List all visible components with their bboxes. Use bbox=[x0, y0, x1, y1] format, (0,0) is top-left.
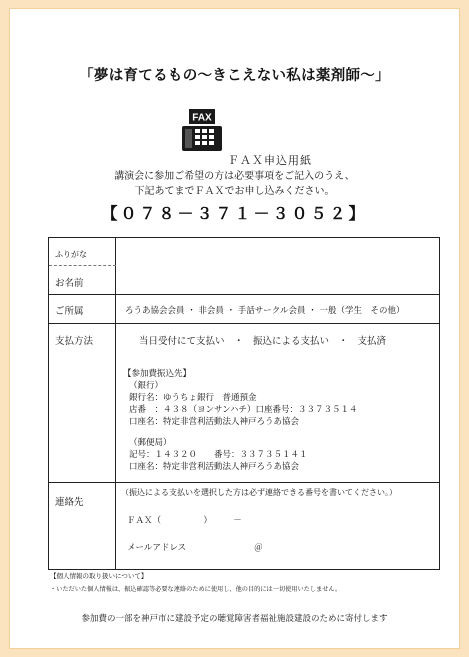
row-divider bbox=[49, 482, 439, 483]
name-field[interactable] bbox=[117, 238, 439, 294]
fax-form-heading: ＦＡＸ申込用紙 bbox=[228, 154, 312, 167]
affiliation-options[interactable]: ろうあ協会会員 ・ 非会員 ・ 手話サークル会員 ・ 一般（学生 その他） bbox=[125, 306, 405, 316]
postal-number: 記号：１４３２０ 番号：３３７３５１４１ bbox=[129, 450, 308, 460]
fax-number: 【０７８－３７１－３０５２】 bbox=[101, 204, 368, 223]
postal-header: （郵便局） bbox=[129, 438, 172, 448]
bank-header: （銀行） bbox=[129, 381, 164, 391]
application-sheet bbox=[10, 9, 459, 648]
application-form bbox=[48, 237, 440, 570]
row-divider bbox=[49, 294, 439, 295]
bank-name: 銀行名：ゆうちょ銀行 普通預金 bbox=[129, 393, 257, 403]
furigana-label: ふりがな bbox=[55, 250, 87, 259]
bank-account: 口座名：特定非営利活動法人神戸ろうあ協会 bbox=[129, 417, 300, 427]
fax-icon-label: FAX bbox=[192, 112, 212, 124]
event-title: 「夢は育てるもの～きこえない私は薬剤師～」 bbox=[79, 68, 390, 84]
contact-note: （振込による支払いを選択した方は必ず連絡できる番号を書いてください。） bbox=[121, 488, 397, 497]
fax-field[interactable]: ＦＡＸ（ ） － bbox=[127, 516, 242, 526]
bank-branch: 店番 ：４３８（ヨンサンハチ）口座番号：３３７３５１４ bbox=[129, 405, 358, 415]
postal-account: 口座名：特定非営利活動法人神戸ろうあ協会 bbox=[129, 462, 300, 472]
contact-label: 連絡先 bbox=[55, 497, 84, 508]
transfer-header: 【参加費振込先】 bbox=[123, 369, 192, 379]
row-divider bbox=[49, 323, 439, 324]
payment-options[interactable]: 当日受付にて支払い ・ 振込による支払い ・ 支払済 bbox=[139, 336, 387, 347]
furigana-divider bbox=[49, 265, 116, 266]
fax-machine-icon bbox=[180, 108, 224, 152]
intro-text bbox=[10, 169, 459, 199]
payment-label: 支払方法 bbox=[55, 336, 94, 347]
privacy-title: 【個人情報の取り扱いについて】 bbox=[50, 572, 148, 580]
transfer-details bbox=[123, 368, 357, 473]
intro-line-2: 下記あてまでＦＡＸでお申し込みください。 bbox=[134, 186, 335, 197]
privacy-text: ・いただいた個人情報は、振込確認等必要な連絡のために使用し、他の目的には一切使用いたしません。 bbox=[50, 586, 342, 593]
name-label: お名前 bbox=[55, 278, 84, 289]
affiliation-label: ご所属 bbox=[55, 306, 84, 317]
intro-line-1: 講演会に参加ご希望の方は必要事項をご記入のうえ、 bbox=[114, 171, 355, 182]
donation-note: 参加費の一部を神戸市に建設予定の聴覚障害者福祉施設建設のために寄付します bbox=[81, 614, 388, 624]
email-field[interactable]: メールアドレス ＠ bbox=[127, 543, 263, 553]
